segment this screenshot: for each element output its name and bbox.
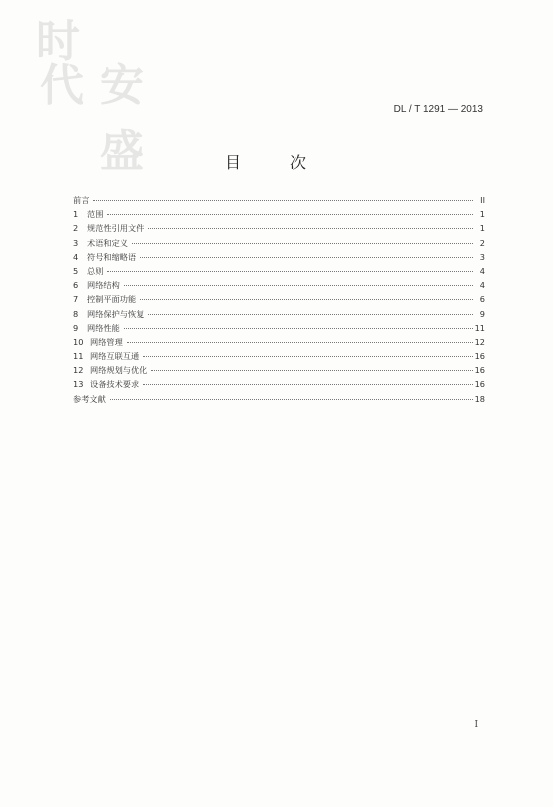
toc-leader-dots — [148, 314, 473, 315]
toc-leader-dots — [148, 228, 473, 229]
toc-entry-label: 网络性能 — [87, 322, 120, 333]
standard-code: DL / T 1291 — 2013 — [393, 104, 483, 115]
toc-entry[interactable] — [73, 394, 485, 408]
toc-entry-page: 6 — [479, 294, 485, 305]
toc-leader-dots — [132, 243, 473, 244]
toc-entry-label: 控制平面功能 — [87, 294, 137, 305]
toc-entry-number: 5 — [73, 265, 79, 276]
toc-leader-dots — [124, 328, 473, 329]
toc-entry[interactable] — [73, 323, 485, 337]
toc-entry[interactable] — [73, 252, 485, 266]
toc-entry-page: 18 — [474, 393, 485, 404]
toc-entry[interactable] — [73, 238, 485, 252]
toc-entry-page: 12 — [474, 336, 485, 347]
toc-entry[interactable] — [73, 280, 485, 294]
toc-entry-page: 3 — [479, 251, 485, 262]
toc-entry-page: 16 — [474, 379, 485, 390]
toc-entry-page: 9 — [479, 308, 485, 319]
toc-leader-dots — [107, 214, 473, 215]
toc-entry-page: 2 — [479, 237, 485, 248]
watermark-char: 安 — [100, 60, 144, 111]
toc-entry[interactable] — [73, 365, 485, 379]
toc-entry[interactable] — [73, 337, 485, 351]
toc-leader-dots — [124, 285, 473, 286]
toc-entry[interactable] — [73, 309, 485, 323]
toc-entry[interactable] — [73, 195, 485, 209]
toc-entry-page: II — [480, 195, 485, 205]
watermark-char: 盛 — [100, 126, 144, 177]
toc-entry-page: 1 — [479, 209, 485, 220]
toc-entry-number: 10 — [73, 336, 84, 347]
toc-entry-number: 2 — [73, 223, 79, 234]
toc-entry-label: 参考文献 — [73, 393, 106, 404]
toc-entry-page: 1 — [479, 223, 485, 234]
toc-entry-number: 7 — [73, 294, 79, 305]
toc-leader-dots — [143, 384, 472, 385]
toc-entry-label: 设备技术要求 — [90, 379, 140, 390]
toc-leader-dots — [127, 342, 473, 343]
toc-entry-number: 13 — [73, 379, 84, 390]
toc-leader-dots — [143, 356, 472, 357]
toc-entry-label: 术语和定义 — [87, 237, 128, 248]
toc-entry-label: 总则 — [87, 265, 104, 276]
toc-entry[interactable] — [73, 209, 485, 223]
toc-entry[interactable] — [73, 266, 485, 280]
toc-entry-label: 规范性引用文件 — [87, 223, 145, 234]
toc-title: 目 次 — [224, 153, 329, 172]
toc-leader-dots — [93, 200, 473, 201]
toc-entry-number: 3 — [73, 237, 79, 248]
toc-entry-number: 4 — [73, 251, 79, 262]
toc-entry-number: 1 — [73, 209, 79, 220]
toc-entry-page: 4 — [479, 265, 485, 276]
toc-entry-number: 6 — [73, 280, 79, 291]
toc-leader-dots — [110, 399, 473, 400]
toc-entry-page: 16 — [474, 365, 485, 376]
toc-entry-label: 符号和缩略语 — [87, 251, 137, 262]
toc-leader-dots — [140, 299, 473, 300]
toc-entry-label: 范围 — [87, 209, 104, 220]
toc-entry-page: 16 — [474, 351, 485, 362]
table-of-contents — [73, 195, 485, 408]
toc-leader-dots — [107, 271, 473, 272]
toc-entry-label: 网络规划与优化 — [90, 365, 148, 376]
watermark-char: 代 — [40, 60, 84, 111]
toc-entry-label: 网络保护与恢复 — [87, 308, 145, 319]
watermark-char: 时 — [36, 16, 80, 67]
toc-entry-label: 网络管理 — [90, 336, 123, 347]
toc-entry-label: 网络结构 — [87, 280, 120, 291]
toc-entry[interactable] — [73, 223, 485, 237]
toc-entry-number: 11 — [73, 351, 84, 362]
toc-leader-dots — [151, 370, 472, 371]
toc-entry-label: 网络互联互通 — [90, 351, 140, 362]
toc-entry[interactable] — [73, 379, 485, 393]
toc-entry-page: 4 — [479, 280, 485, 291]
toc-leader-dots — [140, 257, 473, 258]
toc-entry-number: 9 — [73, 322, 79, 333]
page-number: I — [474, 720, 478, 730]
toc-entry-number: 8 — [73, 308, 79, 319]
toc-entry[interactable] — [73, 351, 485, 365]
toc-entry-label: 前言 — [73, 195, 90, 205]
toc-entry[interactable] — [73, 294, 485, 308]
toc-entry-number: 12 — [73, 365, 84, 376]
toc-entry-page: 11 — [474, 322, 485, 333]
